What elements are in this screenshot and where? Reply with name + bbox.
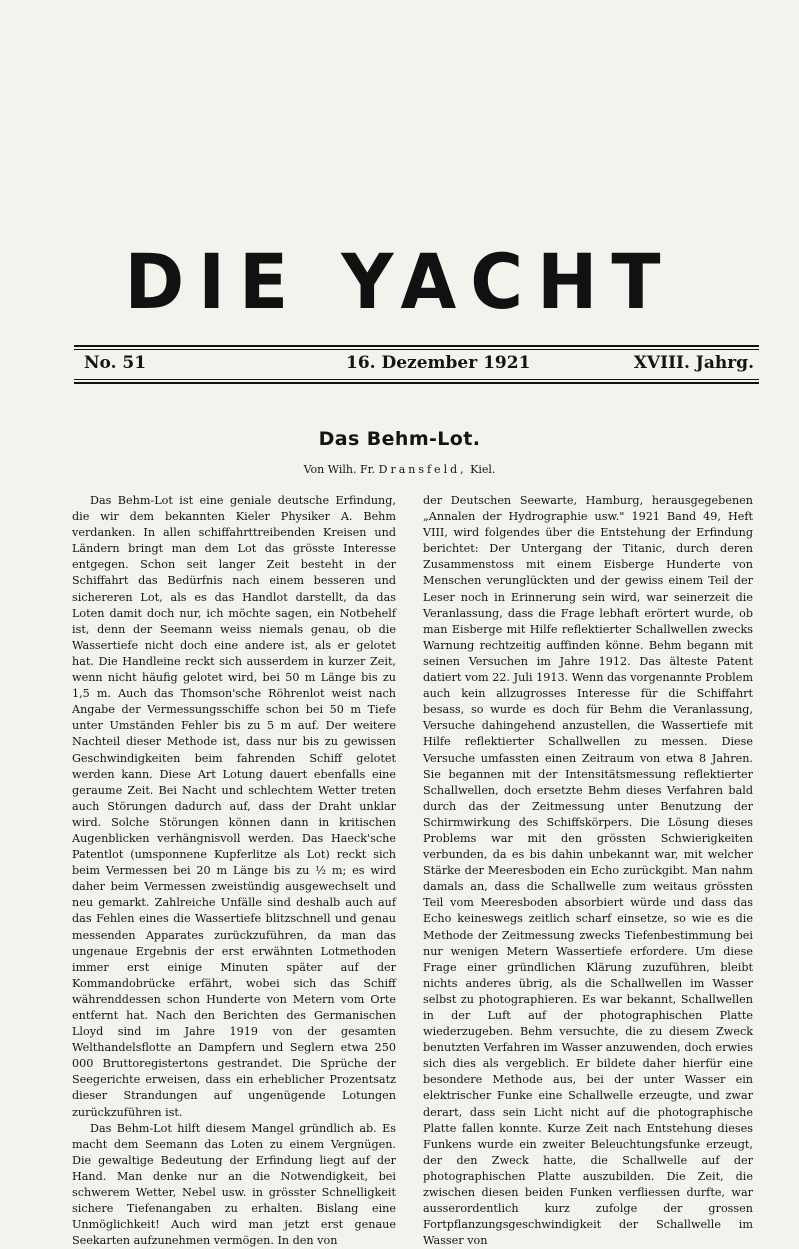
byline [0, 463, 799, 476]
paragraph: der Deutschen Seewarte, Hamburg, herausgegebenen „Annalen der Hydrographie usw." 1921 Band 49, Heft VIII, wird folgendes über die Entstehung der Erfindung berichtet: Der Untergang der Titanic, durch deren Zusammenstoss mit einem Eisberge Hunderte von Menschen verunglückten und der gewiss einem Teil der Leser noch in Erinnerung sein wird, war seinerzeit die Veranlassung, dass die Frage lebhaft erörtert wurde, ob man Eisberge mit Hilfe reflektierter Schallwellen zwecks Warnung rechtzeitig auffinden könne. Behm begann mit seinen Versuchen im Jahre 1912. Das älteste Patent datiert vom 22. Juli 1913. Wenn das vorgenannte Problem auch kein allzugrosses Interesse für die Schiffahrt besass, so wurde es doch für Behm die Veranlassung, Versuche dahingehend anzustellen, die Wassertiefe mit Hilfe reflektierter Schallwellen zu messen. Diese Versuche umfassten einen Zeitraum von etwa 8 Jahren. Sie begannen mit der Intensitätsmessung reflektierter Schallwellen, doch ersetzte Behm dieses Verfahren bald durch das der Zeitmessung unter Benutzung der Schirmwirkung des Schiffskörpers. Die Lösung dieses Problems war mit den grössten Schwierigkeiten verbunden, da es bis dahin unbekannt war, mit welcher Stärke der Meeresboden ein Echo zurückgibt. Man nahm damals an, dass die Schallwelle zum weitaus grössten Teil vom Meeresboden absorbiert würde und dass das Echo keineswegs zeitlich scharf einsetze, so wie es die Methode der Zeitmessung zwecks Tiefenbestimmung bei nur wenigen Metern Wassertiefe erfordere. Um diese Frage einer gründlichen Klärung zuzuführen, bleibt nichts anderes übrig, als die Schallwellen im Wasser selbst zu photographieren. Es war bekannt, Schallwellen in der Luft auf der photographischen Platte wiederzugeben. Behm versuchte, die zu diesem Zweck benutzten Verfahren im Wasser anzuwenden, doch erwies sich dies als vergeblich. Er bildete daher hierfür eine besondere Methode aus, bei der unter Wasser ein elektrischer Funke eine Schallwelle erzeugte, und zwar derart, dass sein Licht nicht auf die photographische Platte fallen konnte. Kurze Zeit nach Entstehung dieses Funkens wurde ein zweiter Beleuchtungsfunke erzeugt, der den Zweck hatte, die Schallwelle auf der photographischen Platte auszubilden. Die Zeit, die zwischen diesen beiden Funken verfliessen durfte, war ausserordentlich kurz zufolge der grossen Fortpflanzungsgeschwindigkeit der Schallwelle im Wasser von [423, 494, 753, 1248]
header-rule-top-thin [74, 349, 759, 350]
header-rule-bottom [74, 382, 759, 384]
byline-place: Kiel. [470, 463, 496, 476]
byline-prefix: Von Wilh. Fr. [303, 463, 376, 476]
masthead-title: DIE YACHT [124, 237, 675, 327]
right-column [423, 493, 753, 1249]
byline-author: Dransfeld, [378, 463, 467, 476]
article-title: Das Behm-Lot. [318, 428, 481, 450]
issue-line [84, 353, 754, 377]
left-column [72, 493, 396, 1249]
issue-volume: XVIII. Jahrg. [633, 353, 754, 373]
header-rule-bottom-thin [74, 379, 759, 380]
issue-date: 16. Dezember 1921 [346, 353, 531, 373]
paragraph: Das Behm-Lot ist eine geniale deutsche Erfindung, die wir dem bekannten Kieler Physiker A. Behm verdanken. In allen schiffahrttreibenden Kreisen und Ländern bringt man dem Lot das grösste Interesse entgegen. Schon seit langer Zeit besteht in der Schiffahrt das Bedürfnis nach einem besseren und sichereren Lot, als es das Handlot darstellt, da das Loten damit doch nur, ich möchte sagen, ein Notbehelf ist, denn der Seemann weiss niemals genau, ob die Wassertiefe nicht doch eine andere ist, als er gelotet hat. Die Handleine reckt sich ausserdem in kurzer Zeit, wenn nicht häufig gelotet wird, bei 50 m Länge bis zu 1,5 m. Auch das Thomson'sche Röhrenlot weist nach Angabe der Vermessungsschiffe schon bei 50 m Tiefe unter Umständen Fehler bis zu 5 m auf. Der weitere Nachteil dieser Methode ist, dass nur bis zu gewissen Geschwindigkeiten beim fahrenden Schiff gelotet werden kann. Diese Art Lotung dauert ebenfalls eine geraume Zeit. Bei Nacht und schlechtem Wetter treten auch Störungen dadurch auf, dass der Draht unklar wird. Solche Störungen können dann in kritischen Augenblicken verhängnisvoll werden. Das Haeck'sche Patentlot (umsponnene Kupferlitze als Lot) reckt sich beim Vermessen bei 20 m Länge bis zu ½ m; es wird daher beim Vermessen zweistündig ausgewechselt und neu gemarkt. Zahlreiche Unfälle sind deshalb auch auf das Fehlen eines die Wassertiefe blitzschnell und genau messenden Apparates zurückzuführen, da man das ungenaue Ergebnis der erst erwähnten Lotmethoden immer erst einige Minuten später auf der Kommandobrücke erfährt, wobei sich das Schiff währenddessen schon Hunderte von Metern vom Orte entfernt hat. Nach den Berichten des Germanischen Lloyd sind im Jahre 1919 von der gesamten Welthandelsflotte an Dampfern und Seglern etwa 250 000 Bruttoregistertons gestrandet. Die Sprüche der Seegerichte erweisen, dass ein erheblicher Prozentsatz dieser Strandungen auf ungenügende Lotungen zurückzuführen ist. [72, 494, 396, 1119]
header-rule-top [74, 345, 759, 347]
paragraph: Das Behm-Lot hilft diesem Mangel gründlich ab. Es macht dem Seemann das Loten zu einem Vergnügen. Die gewaltige Bedeutung der Erfindung liegt auf der Hand. Man denke nur an die Notwendigkeit, bei schwerem Wetter, Nebel usw. in grösster Schnelligkeit sichere Tiefenangaben zu erhalten. Bislang eine Unmöglichkeit! Auch wird man jetzt erst genaue Seekarten aufzunehmen vermögen. In den von [72, 1121, 396, 1248]
issue-number: No. 51 [84, 353, 147, 373]
